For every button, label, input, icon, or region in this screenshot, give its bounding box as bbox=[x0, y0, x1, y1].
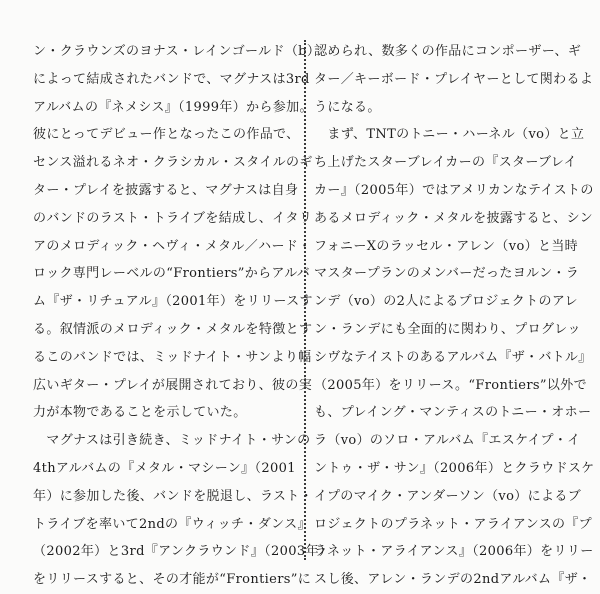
text-line: イプのマイク・アンダーソン（vo）によるブ bbox=[314, 488, 582, 504]
text-line: まず、TNTのトニー・ハーネル（vo）と立 bbox=[314, 127, 585, 143]
text-line: も、プレイング・マンティスのトニー・オホー bbox=[314, 405, 592, 421]
text-line: ントゥ・ザ・サン』（2006年）とクラウドスケ bbox=[314, 460, 595, 476]
text-line: 彼にとってデビュー作となったこの作品で、 bbox=[33, 127, 300, 143]
text-line: のバンドのラスト・トライブを結成し、イタリ bbox=[33, 210, 313, 226]
text-line: るこのバンドでは、ミッドナイト・サンより幅 bbox=[33, 349, 312, 365]
left-text-column bbox=[33, 38, 333, 594]
text-line: によって結成されたバンドで、マグナスは3rd bbox=[33, 71, 310, 87]
text-line: スし後、アレン・ランデの2ndアルバム『ザ・ bbox=[314, 572, 592, 588]
text-line: 力が本物であることを示していた。 bbox=[33, 405, 247, 421]
text-line: ラネット・アライアンス』（2006年）をリリー bbox=[314, 544, 594, 560]
text-line: 4thアルバムの『メタル・マシーン』（2001 bbox=[33, 460, 296, 476]
text-line: センス溢れるネオ・クラシカル・スタイルのギ bbox=[33, 155, 313, 171]
text-line: ンデ（vo）の2人によるプロジェクトのアレ bbox=[314, 294, 579, 310]
text-line: カー』（2005年）ではアメリカンなテイストの bbox=[314, 182, 594, 198]
text-line: 広いギター・プレイが展開されており、彼の実 bbox=[33, 377, 313, 393]
text-line: ラ（vo）のソロ・アルバム『エスケイプ・イ bbox=[314, 433, 581, 449]
text-line: アルバムの『ネメシス』（1999年）から参加。 bbox=[33, 99, 313, 115]
text-line: ロック専門レーベルの“Frontiers”からアルバ bbox=[33, 266, 311, 282]
text-line: ン・ランデにも全面的に関わり、プログレッ bbox=[314, 321, 581, 337]
text-line: ター／キーボード・プレイヤーとして関わるよ bbox=[314, 71, 594, 87]
text-line: ム『ザ・リチュアル』（2001年）をリリースす bbox=[33, 294, 313, 310]
text-line: 年）に参加した後、バンドを脱退し、ラスト・ bbox=[33, 488, 313, 504]
text-line: アのメロディック・ヘヴィ・メタル／ハード・ bbox=[33, 238, 312, 254]
text-line: うになる。 bbox=[314, 99, 381, 115]
text-line: ター・プレイを披露すると、マグナスは自身 bbox=[33, 182, 299, 198]
text-line: ロジェクトのプラネット・アライアンスの『プ bbox=[314, 516, 593, 532]
text-line: マスタープランのメンバーだったヨルン・ラ bbox=[314, 266, 580, 282]
text-line: トライブを率いて2ndの『ウィッチ・ダンス』 bbox=[33, 516, 311, 532]
right-text-column bbox=[314, 38, 595, 594]
text-line: 認められ、数多くの作品にコンポーザー、ギ bbox=[314, 44, 582, 59]
text-line: シヴなテイストのあるアルバム『ザ・バトル』 bbox=[314, 349, 592, 365]
text-line: をリリースすると、その才能が“Frontiers”に bbox=[33, 572, 312, 588]
text-line: フォニーXのラッセル・アレン（vo）と当時 bbox=[314, 238, 579, 254]
text-line: ン・クラウンズのヨナス・レインゴールド（b） bbox=[33, 44, 321, 59]
text-line: （2002年）と3rd『アンクラウンド』（2003年） bbox=[33, 544, 333, 560]
text-line: あるメロディック・メタルを披露すると、シン bbox=[314, 210, 593, 226]
text-line: る。叙情派のメロディック・メタルを特徴とす bbox=[33, 321, 313, 337]
text-line: マグナスは引き続き、ミッドナイト・サンの bbox=[33, 433, 311, 449]
text-line: （2005年）をリリース。“Frontiers”以外で bbox=[314, 377, 587, 393]
dotted-column-divider bbox=[304, 40, 306, 560]
text-line: ち上げたスターブレイカーの『スターブレイ bbox=[314, 155, 577, 171]
